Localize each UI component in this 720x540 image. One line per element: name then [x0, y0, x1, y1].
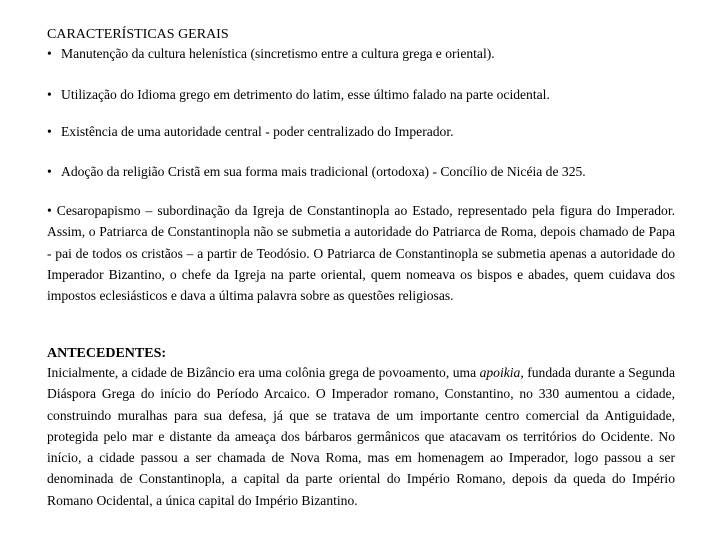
bullet-text: Existência de uma autoridade central - poder centralizado do Imperador. [61, 124, 454, 139]
antecedents-paragraph [47, 362, 675, 511]
bullet-text: Utilização do Idioma grego em detrimento do latim, esse último falado na parte ocidental. [61, 87, 550, 102]
bullet-dot: • [47, 87, 52, 102]
bullet-item [47, 87, 687, 103]
antecedents-text-start: Inicialmente, a cidade de Bizâncio era uma colônia grega de povoamento, uma [47, 365, 480, 380]
bullet-item [47, 164, 687, 180]
general-characteristics-title: CARACTERÍSTICAS GERAIS [47, 27, 229, 42]
bullet-dot: • [47, 164, 52, 179]
bullet-dot: • [47, 124, 52, 139]
bullet-text: Manutenção da cultura helenística (sincretismo entre a cultura grega e oriental). [61, 46, 495, 61]
bullet-item [47, 46, 687, 62]
antecedents-text-end: , fundada durante a Segunda Diáspora Grega do início do Período Arcaico. O Imperador romano, Constantino, no 330 aumentou a cidade, construindo muralhas para sua defesa, já que se tratava de um importante centro comercial da Antiguidade, protegida pelo mar e distante da ameaça dos bárbaros germânicos que atacavam os territórios do Ocidente. No início, a cidade passou a ser chamada de Nova Roma, mas em homenagem ao Imperador, logo passou a ser denominada de Constantinopla, a capital da parte oriental do Império Romano, depois da queda do Império Romano Ocidental, a única capital do Império Bizantino. [47, 365, 676, 508]
bullet-item [47, 124, 687, 140]
bullet-text: Adoção da religião Cristã em sua forma mais tradicional (ortodoxa) - Concílio de Nicéia de 325. [61, 164, 586, 179]
antecedents-title: ANTECEDENTES: [47, 346, 167, 361]
caesaropapism-paragraph: • Cesaropapismo – subordinação da Igreja de Constantinopla ao Estado, representado pela figura do Imperador. Assim, o Patriarca de Constantinopla não se submetia a autoridade do Patriarca de Roma, depois chamado de Papa - pai de todos os cristãos – a partir de Teodósio. O Patriarca de Constantinopla se submetia apenas a autoridade do Imperador Bizantino, o chefe da Igreja na parte oriental, quem nomeava os bispos e abades, quem cuidava dos impostos eclesiásticos e dava a última palavra sobre as questões religiosas. [47, 203, 675, 304]
antecedents-italic-term: apoikia [479, 365, 521, 380]
bullet-dot: • [47, 46, 52, 61]
